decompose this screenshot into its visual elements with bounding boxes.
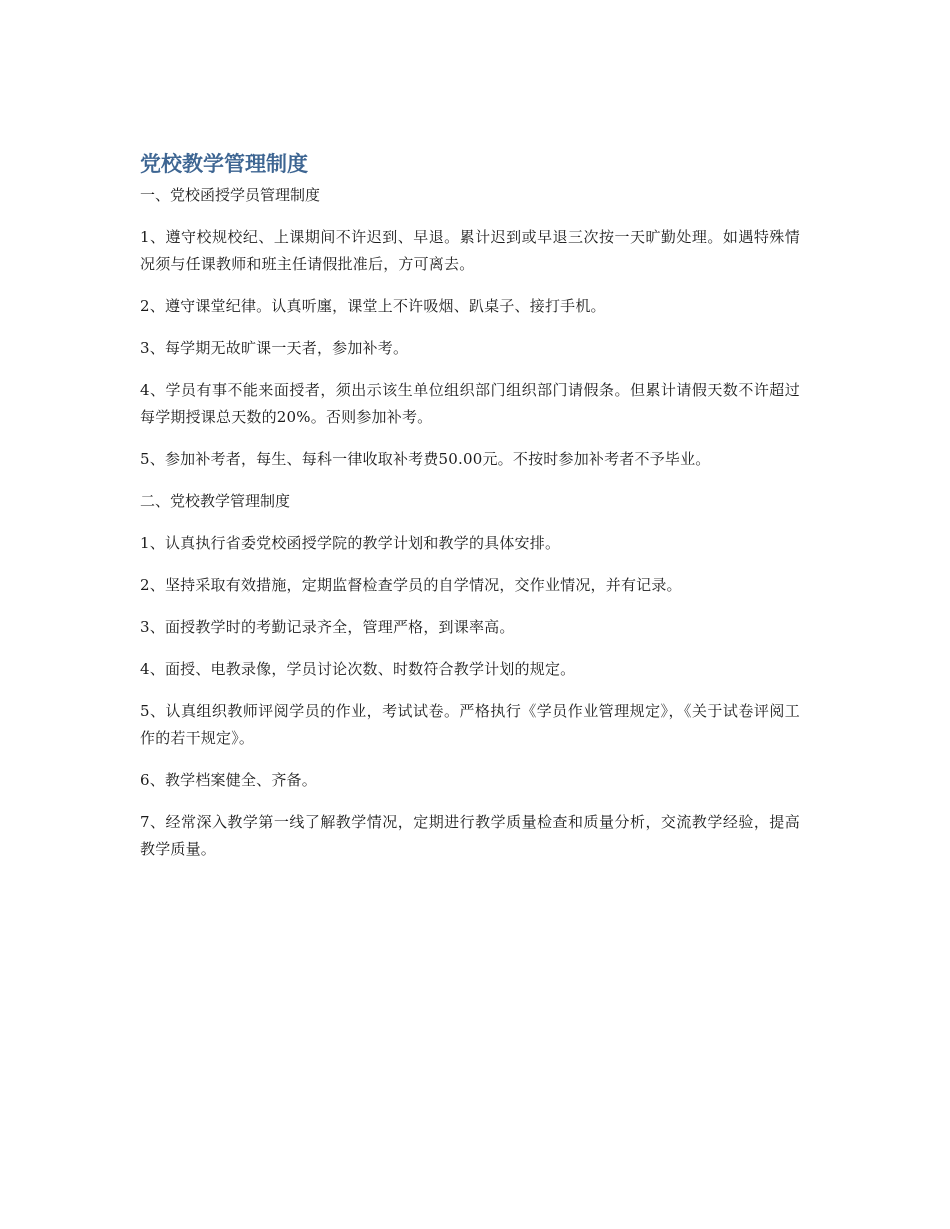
- list-item: 5、认真组织教师评阅学员的作业，考试试卷。严格执行《学员作业管理规定》，《关于试卷评阅工作的若干规定》。: [140, 702, 800, 747]
- list-item: 2、坚持采取有效措施，定期监督检查学员的自学情况，交作业情况，并有记录。: [140, 576, 682, 594]
- list-item: 1、认真执行省委党校函授学院的教学计划和教学的具体安排。: [140, 534, 561, 552]
- section-heading: 二、党校教学管理制度: [140, 492, 291, 510]
- list-item: 7、经常深入教学第一线了解教学情况，定期进行教学质量检查和质量分析，交流教学经验，提高教学质量。: [140, 813, 800, 858]
- section-student-management: [140, 182, 800, 473]
- list-item: 2、遵守课堂纪律。认真听廛，课堂上不许吸烟、趴桌子、接打手机。: [140, 297, 606, 315]
- list-item: 4、面授、电教录像，学员讨论次数、时数符合教学计划的规定。: [140, 660, 576, 678]
- list-item: 4、学员有事不能来面授者，须出示该生单位组织部门组织部门请假条。但累计请假天数不许超过每学期授课总天数的20%。否则参加补考。: [140, 381, 800, 426]
- list-item: 1、遵守校规校纪、上课期间不许迟到、早退。累计迟到或早退三次按一天旷勤处理。如遇特殊情况须与任课教师和班主任请假批准后，方可离去。: [140, 228, 800, 273]
- document-page: [140, 148, 800, 878]
- list-item: 6、教学档案健全、齐备。: [140, 771, 317, 789]
- section-teaching-management: [140, 488, 800, 863]
- section-heading: 一、党校函授学员管理制度: [140, 186, 321, 204]
- list-item: 3、每学期无故旷课一天者，参加补考。: [140, 339, 409, 357]
- list-item: 5、参加补考者，每生、每科一律收取补考费50.00元。不按时参加补考者不予毕业。: [140, 450, 711, 468]
- list-item: 3、面授教学时的考勤记录齐全，管理严格，到课率高。: [140, 618, 515, 636]
- document-title: 党校教学管理制度: [140, 152, 308, 176]
